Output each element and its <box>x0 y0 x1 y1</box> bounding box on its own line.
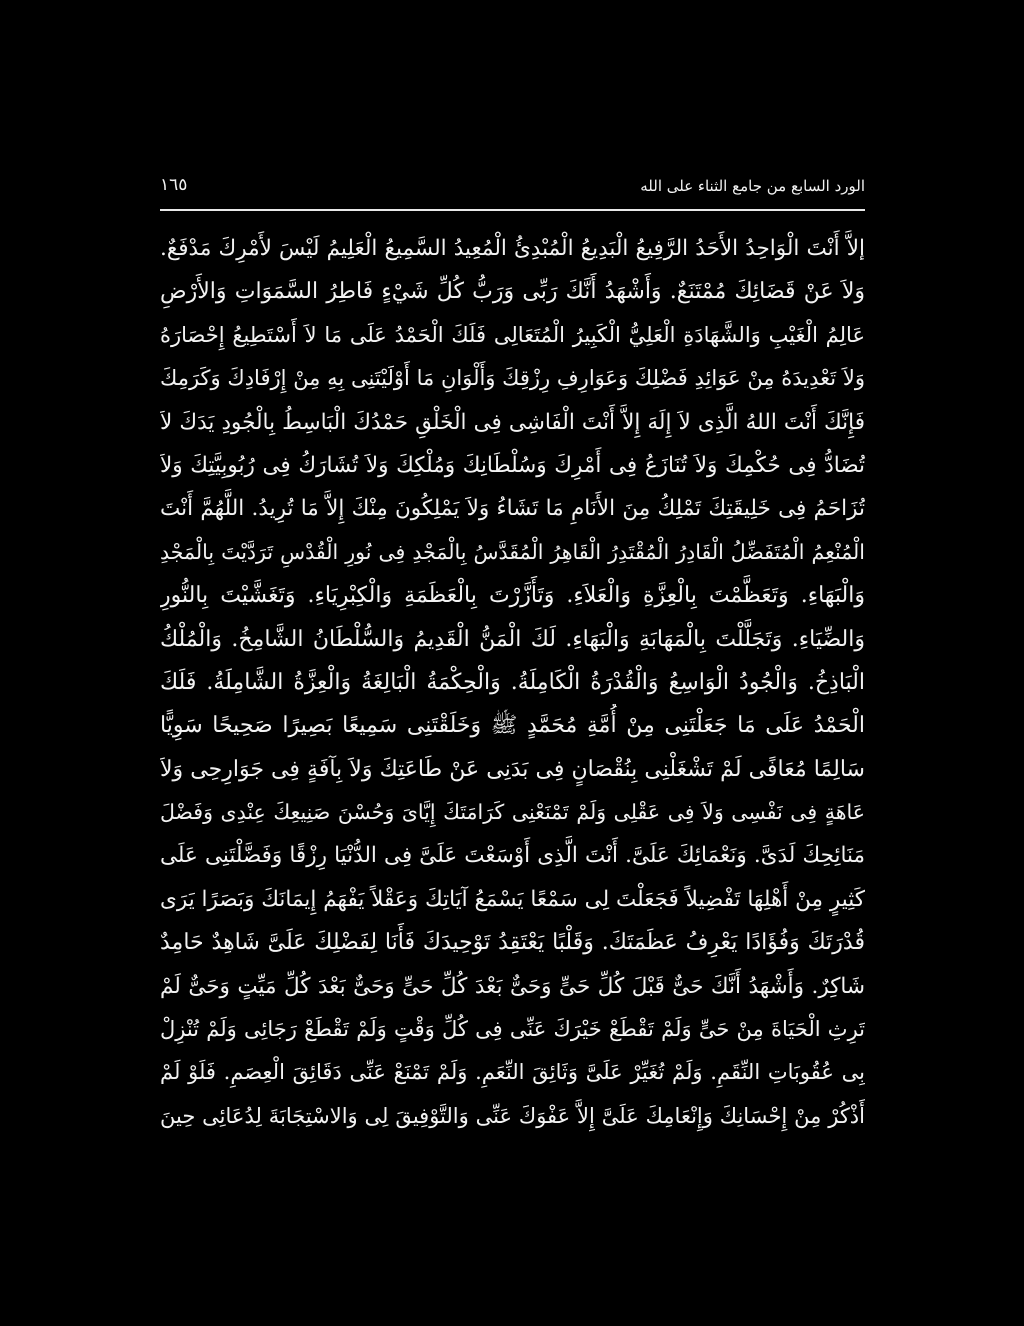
running-header <box>160 175 865 205</box>
header-title: الورد السابع من جامع الثناء على الله <box>640 177 865 195</box>
text-line: وَلاَ عَنْ قَضَائِكَ مُمْتَنَعٌ. وَأَشْهَدُ أَنَّكَ رَبِّى وَرَبُّ كُلِّ شَيْءٍ فَاطِرُ السَّمَوَاتِ وَالأَرْضِ <box>160 279 865 305</box>
text-line: وَالضِّيَاءِ. وَتَجَلَّلْتَ بِالْمَهَابَةِ وَالْبَهَاءِ. لَكَ الْمَنُّ الْقَدِيمُ وَالسُّلْطَانُ الشَّامِخُ. وَالْمُلْكُ <box>160 626 865 652</box>
text-line: الْحَمْدُ عَلَى مَا جَعَلْتَنِى مِنْ أُمَّةِ مُحَمَّدٍ ﷺ وَخَلَقْتَنِى سَمِيعًا بَصِيرًا صَحِيحًا سَوِيًّا <box>160 713 865 739</box>
text-line: الْمُنْعِمُ الْمُتَفَضِّلُ الْقَادِرُ الْمُقْتَدِرُ الْقَاهِرُ الْمُقَدَّسُ بِالْمَجْدِ فِى نُورِ الْقُدْسِ تَرَدَّيْتَ بِالْمَجْدِ <box>160 539 865 564</box>
text-line: تُضَادُّ فِى حُكْمِكَ وَلاَ تُنَازَعُ فِى أَمْرِكَ وَسُلْطَانِكَ وَمُلْكِكَ وَلاَ تُشَارَكُ فِى رُبُوبِيَّتِكَ وَلاَ <box>160 452 865 478</box>
text-line: الْبَاذِخُ. وَالْجُودُ الْوَاسِعُ وَالْقُدْرَةُ الْكَامِلَةُ. وَالْحِكْمَةُ الْبَالِغَةُ وَالْعِزَّةُ الشَّامِلَةُ. فَلَكَ <box>160 669 865 695</box>
text-line: شَاكِرٌ. وَأَشْهَدُ أَنَّكَ حَىٌّ قَبْلَ كُلِّ حَىٍّ وَحَىٌّ بَعْدَ كُلِّ حَىٍّ وَحَىٌّ بَعْدَ كُلِّ مَيِّتٍ وَحَىٌّ لَمْ <box>160 973 865 999</box>
text-line: فَإِنَّكَ أَنْتَ اللهُ الَّذِى لاَ إِلَهَ إِلاَّ أَنْتَ الْفَاشِى فِى الْخَلْقِ حَمْدُكَ الْبَاسِطُ بِالْجُودِ يَدَكَ لاَ <box>160 409 865 435</box>
text-line: وَلاَ تَعْدِيدَهُ مِنْ عَوَائِدِ فَضْلِكَ وَعَوَارِفِ رِزْقِكَ وَأَلْوَانِ مَا أَوْلَيْتَنِى بِهِ مِنْ إِرْفَادِكَ وَكَرَمِكَ <box>160 366 865 391</box>
page-number: ١٦٥ <box>160 175 188 195</box>
header-rule <box>160 209 865 211</box>
text-line: وَالْبَهَاءِ. وَتَعَظَّمْتَ بِالْعِزَّةِ وَالْعَلاَءِ. وَتَأَزَّرْتَ بِالْعَظَمَةِ وَالْكِبْرِيَاءِ. وَتَغَشَّيْتَ بِالنُّورِ <box>160 583 865 609</box>
text-line: تُزَاحَمُ فِى خَلِيقَتِكَ تَمْلِكُ مِنَ الأَنَامِ مَا تَشَاءُ وَلاَ يَمْلِكُونَ مِنْكَ إِلاَّ مَا تُرِيدُ. اللَّهُمَّ أَنْتَ <box>160 496 865 522</box>
text-line: مَنَائِحِكَ لَدَىَّ. وَنَعْمَائِكَ عَلَىَّ. أَنْتَ الَّذِى أَوْسَعْتَ عَلَىَّ فِى الدُّنْيَا رِزْقًا وَفَضَّلْتَنِى عَلَى <box>160 843 865 869</box>
text-line: إلاَّ أَنْتَ الْوَاحِدُ الأَحَدُ الرَّفِيعُ الْبَدِيعُ الْمُبْدِئُ الْمُعِيدُ السَّمِيعُ الْعَلِيمُ لَيْسَ لأَمْرِكَ مَدْفَعٌ. <box>160 236 865 261</box>
text-line: عَالِمُ الْغَيْبِ وَالشَّهَادَةِ الْعَلِيُّ الْكَبِيرُ الْمُتَعَالِى فَلَكَ الْحَمْدُ عَلَى مَا لاَ أَسْتَطِيعُ إِحْصَارَهُ <box>160 322 865 347</box>
text-line: قُدْرَتَكَ وَفُؤَادًا يَعْرِفُ عَظَمَتَكَ. وَقَلْبًا يَعْتَقِدُ تَوْحِيدَكَ فَأَنَا لِفَضْلِكَ عَلَىَّ شَاهِدٌ حَامِدٌ <box>160 930 865 956</box>
text-line: سَالِمًا مُعَافًى لَمْ تَشْغَلْنِى بِنُقْصَانٍ فِى بَدَنِى عَنْ طَاعَتِكَ وَلاَ بِآفَةٍ فِى جَوَارِحِى وَلاَ <box>160 756 865 782</box>
body-text <box>160 227 865 1138</box>
book-page <box>160 175 865 1155</box>
text-line: كَثِيرٍ مِنْ أَهْلِهَا تَفْضِيلاً فَجَعَلْتَ لِى سَمْعًا يَسْمَعُ آيَاتِكَ وَعَقْلاً يَفْهَمُ إِيمَانَكَ وَبَصَرًا يَرَى <box>160 886 865 912</box>
text-line: تَرِثِ الْحَيَاةَ مِنْ حَىٍّ وَلَمْ تَقْطَعْ خَيْرَكَ عَنِّى فِى كُلِّ وَقْتٍ وَلَمْ تَقْطَعْ رَجَائِى وَلَمْ تُنْزِلْ <box>160 1017 865 1042</box>
text-line: بِى عُقُوبَاتِ النِّقَمِ. وَلَمْ تُغَيِّرْ عَلَىَّ وَثَائِقَ النِّعَمِ. وَلَمْ تَمْنَعْ عَنِّى دَقَائِقَ الْعِصَمِ. فَلَوْ لَمْ <box>160 1060 865 1085</box>
text-line: عَاهَةٍ فِى نَفْسِى وَلاَ فِى عَقْلِى وَلَمْ تَمْنَعْنِى كَرَامَتَكَ إِيَّاىَ وَحُسْنَ صَنِيعِكَ عِنْدِى وَفَضْلَ <box>160 800 865 825</box>
text-line: أَذْكُرْ مِنْ إِحْسَانِكَ وَإِنْعَامِكَ عَلَىَّ إِلاَّ عَفْوَكَ عَنِّى وَالتَّوْفِيقَ لِى وَالاسْتِجَابَةَ لِدُعَائِى حِينَ <box>160 1103 865 1128</box>
